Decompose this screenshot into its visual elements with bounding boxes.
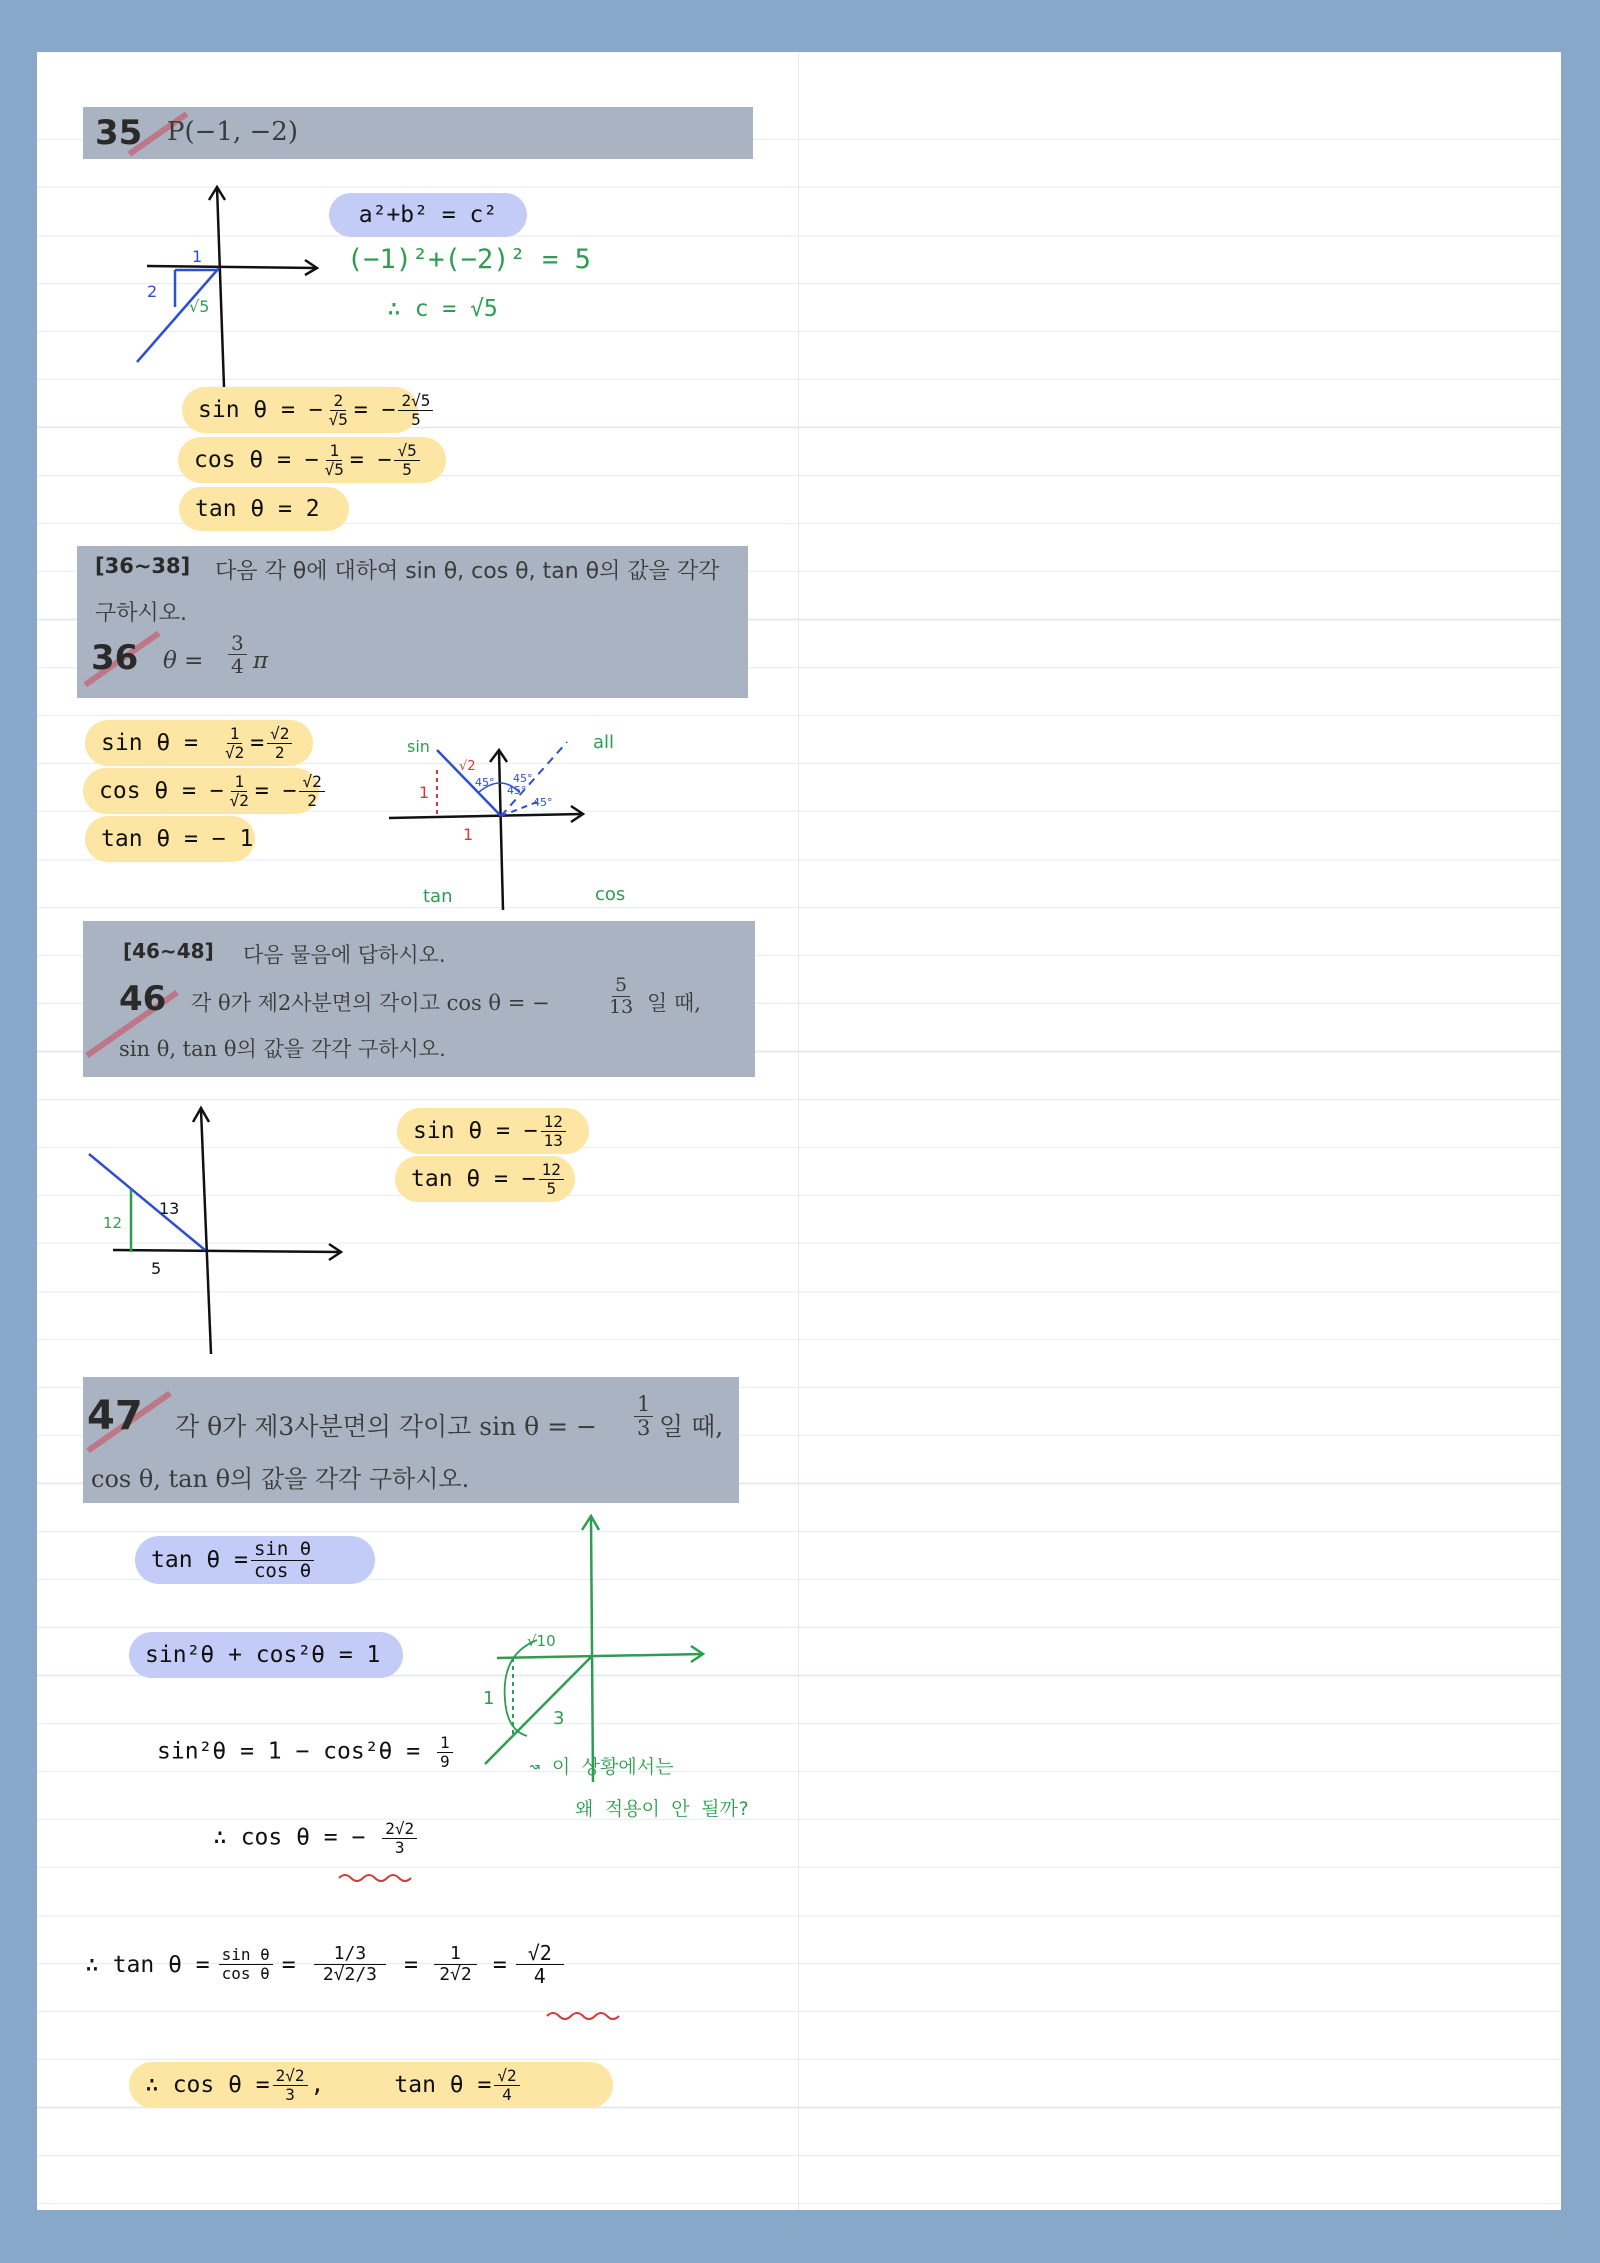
problem-46-band [83,921,755,1077]
fraction: $\frac{1}{√5}$ [324,440,344,479]
side-hyp: √5 [189,297,210,316]
fraction: $\frac{1}{√2}$ [229,771,249,810]
side-12: 12 [103,1214,123,1232]
red-underline [545,2010,625,2022]
p35-sin-answer [182,387,431,433]
hypotenuse-root2: √2 [459,759,476,774]
prompt-line-2: 구하시오. [95,601,188,626]
fraction: $\frac{√2}{2}$ [267,725,292,761]
range-header: [46∼48] [123,939,214,963]
cos-mid: = − [349,447,392,473]
c-value-note: ∴ c = √5 [387,296,498,322]
prompt-line-1: 다음 각 θ에 대하여 sin θ, cos θ, tan θ의 값을 각각 [215,559,720,584]
prompt: 다음 물음에 답하시오. [243,943,446,967]
work-text: sin²θ = 1 − cos²θ = [157,1738,421,1765]
work-line-1 [157,1734,456,1770]
p46-tan-answer [395,1156,575,1202]
fraction: $\frac{1}{√2}$ [224,723,245,762]
side-5: 5 [151,1259,162,1278]
question-note-1: ↝ 이 상황에서는 [529,1756,674,1778]
problem-36-band [77,546,748,698]
cos-mid: = − [254,778,297,804]
side-1: 1 [483,1688,495,1709]
cos-value-fraction: $\frac{5}{13}$ [609,974,634,1018]
p35-tan-answer: tan θ = 2 [179,487,349,531]
work-text: ∴ tan θ = [85,1951,210,1978]
final-tan-lead: tan θ = [394,2072,492,2098]
fraction: $\frac{2}{√5}$ [328,390,348,429]
pythagoras-note: a²+b² = c² [329,193,527,237]
p46-triangle-diagram [83,1092,343,1362]
fraction: $\frac{2√5}{5}$ [398,392,433,428]
p36-cos-answer [83,768,322,814]
opposite-1: 1 [419,783,430,802]
notebook-page [37,52,1561,2210]
fraction: $\frac{√2}{4}$ [494,2067,519,2103]
p36-quadrant-diagram [367,682,667,922]
problem-number: 47 [87,1393,143,1439]
p46-sin-answer [397,1108,589,1154]
p36-tan-answer: tan θ = − 1 [85,816,255,862]
equals: = [281,1951,296,1978]
angle-label: 45° [507,784,527,797]
sin-quadrant-label: sin [407,737,430,756]
adjacent-1: 1 [463,825,474,844]
separator: , [310,2072,325,2098]
sin-lead: sin θ = − [198,397,323,423]
question-line-1: 각 θ가 제2사분면의 각이고 cos θ = − [191,991,550,1015]
sin-mid: = − [353,397,396,423]
side-root10: √10 [527,1632,556,1650]
fraction: $\frac{\text{sin θ}}{\text{cos θ}}$ [251,1539,314,1582]
problem-number: 46 [119,979,167,1019]
fraction: $\frac{√5}{5}$ [394,442,419,478]
question-line-2: cos θ, tan θ의 값을 각각 구하시오. [91,1465,470,1493]
question-line-1-tail: 일 때, [659,1412,724,1441]
question-line-2: sin θ, tan θ의 값을 각각 구하시오. [119,1037,446,1061]
sin-lead: sin θ = [101,730,198,756]
hyp-13: 13 [159,1199,180,1218]
work-text: ∴ cos θ = − [213,1824,366,1851]
tan-identity-lead: tan θ = [151,1547,248,1573]
p47-quadrant-diagram [477,1504,757,1784]
fraction: $\frac{1}{2√2}$ [434,1944,477,1985]
theta-pi: π [253,648,269,674]
angle-label: 45° [513,772,533,785]
p47-final-answer [129,2062,613,2108]
problem-number: 35 [95,113,143,153]
sin-lead: sin θ = − [413,1118,538,1144]
work-line-3 [85,1942,567,1987]
point-label: P(−1, −2) [167,117,298,147]
sum-of-squares-note: (−1)²+(−2)² = 5 [347,244,591,275]
question-line-1-tail: 일 때, [647,991,701,1015]
p35-axes-diagram [117,182,357,422]
sin-mid: = [250,730,265,756]
all-quadrant-label: all [593,732,615,753]
cos-quadrant-label: cos [595,884,626,905]
problem-number: 36 [91,638,139,678]
theta-fraction: $\frac{3}{4}$ [228,632,247,677]
fraction: $\frac{1}{9}$ [437,1734,453,1770]
angle-label: 45° [533,796,553,809]
red-underline [337,1872,417,1884]
question-line-1: 각 θ가 제3사분면의 각이고 sin θ = − [175,1412,597,1441]
pythagorean-identity: sin²θ + cos²θ = 1 [129,1632,403,1678]
theta-lead: θ = [163,648,204,674]
equals: = [404,1951,419,1978]
fraction: $\frac{√2}{2}$ [299,773,324,809]
p36-sin-answer [85,720,313,766]
problem-47-band [83,1377,739,1503]
hyp-3: 3 [553,1708,565,1729]
cos-lead: cos θ = − [99,778,224,804]
question-note-2: 왜 적용이 안 될까? [575,1798,750,1820]
cos-lead: cos θ = − [194,447,319,473]
final-cos-lead: ∴ cos θ = [145,2072,270,2098]
fraction: $\frac{2√2}{3}$ [382,1820,417,1856]
side-2: 2 [147,282,158,301]
angle-label: 45° [475,776,495,789]
equals: = [492,1951,507,1978]
fraction: $\frac{2√2}{3}$ [273,2067,308,2103]
side-1: 1 [192,247,203,266]
compound-fraction: $\frac{1/3}{2√2/3}$ [314,1944,387,1985]
sin-value-fraction: $\frac{1}{3}$ [634,1393,653,1440]
problem-35-band [83,107,753,159]
fraction: $\frac{12}{13}$ [541,1113,566,1149]
range-header: [36∼38] [95,554,191,578]
page-center-rule [798,52,799,2210]
tan-lead: tan θ = − [411,1166,536,1192]
p35-cos-answer [178,437,446,483]
fraction: $\frac{\text{sin θ}}{\text{cos θ}}$ [219,1946,273,1982]
fraction: $\frac{12}{5}$ [539,1161,564,1197]
tan-quadrant-label: tan [423,886,453,907]
tan-identity [135,1536,375,1584]
fraction: $\frac{√2}{4}$ [516,1942,564,1987]
work-line-2 [213,1820,420,1856]
